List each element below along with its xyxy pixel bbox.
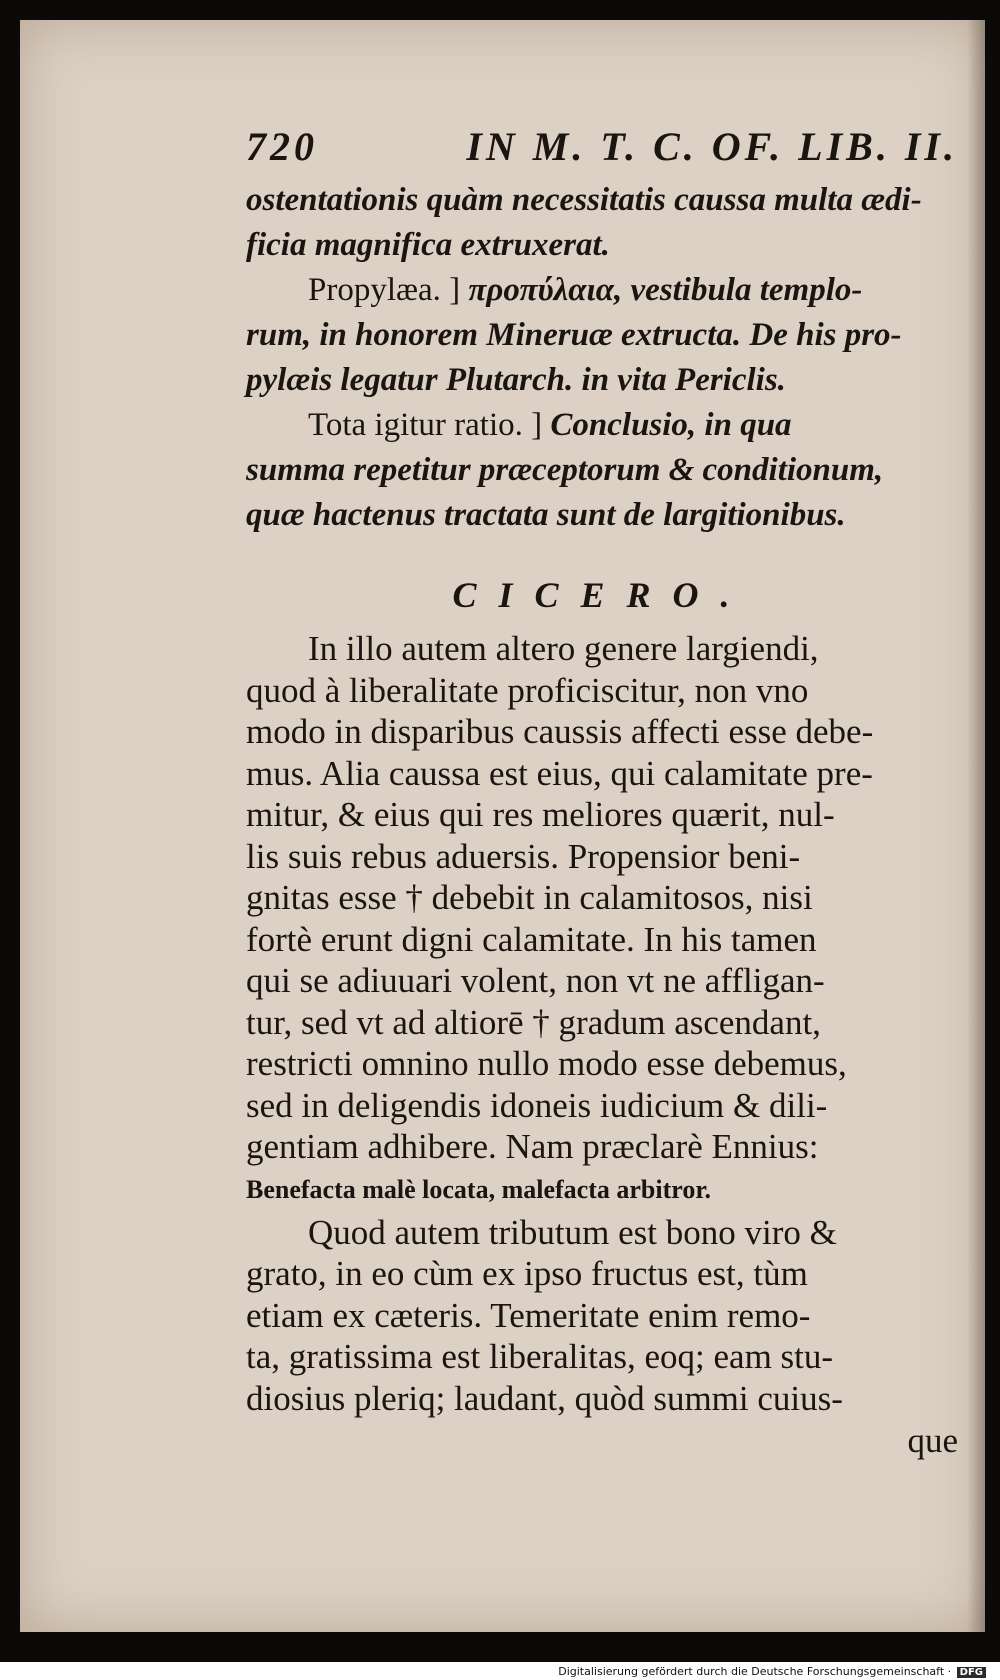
text-line: restricti omnino nullo modo esse debemus, (246, 1044, 847, 1083)
commentary-block (246, 178, 958, 538)
text-line: etiam ex cæteris. Temeritate enim remo- (246, 1295, 811, 1335)
text-line: quod à liberalitate proficiscitur, non vno (246, 670, 809, 710)
page-number: 720 (246, 123, 318, 169)
book-page (20, 20, 985, 1632)
commentary-line: summa repetitur præceptorum & conditionum, (246, 452, 884, 488)
text-line: mus. Alia caussa est eius, qui calamitate pre- (246, 753, 873, 793)
text-line: grato, in eo cùm ex ipso fructus est, tùm (246, 1254, 808, 1293)
lemma-propylaea: Propylæa. ] (308, 272, 461, 308)
text-line: qui se adiuuari volent, non vt ne affligan- (246, 961, 825, 1000)
page-text-block (246, 116, 958, 1461)
commentary-line: ficia magnifica extruxerat. (246, 227, 610, 263)
commentary-entry-propylaea (246, 268, 958, 313)
digitization-credit (558, 1665, 986, 1678)
lemma-tota: Tota igitur ratio. ] (308, 407, 543, 443)
commentary-line: ostentationis quàm necessitatis caussa multa ædi- (246, 182, 922, 218)
catchword: que (907, 1421, 958, 1460)
commentary-line: rum, in honorem Mineruæ extructa. De his pro- (246, 317, 902, 353)
running-header (246, 116, 958, 176)
gloss-tota: Conclusio, in qua (550, 407, 792, 443)
verse-quotation: Benefacta malè locata, malefacta arbitror. (246, 1174, 711, 1204)
credit-text: Digitalisierung gefördert durch die Deutsche Forschungsgemeinschaft · (558, 1665, 952, 1678)
main-text-block (246, 628, 958, 1461)
text-line: lis suis rebus aduersis. Propensior beni- (246, 836, 801, 876)
commentary-line: pylæis legatur Plutarch. in vita Periclis. (246, 362, 786, 398)
text-line: Quod autem tributum est bono viro & (308, 1212, 837, 1252)
text-line: diosius pleriq; laudant, quòd summi cuius- (246, 1378, 843, 1418)
gloss-propylaea: προπύλαια, vestibula templo- (468, 272, 863, 308)
text-line: sed in deligendis idoneis iudicium & dili- (246, 1085, 828, 1125)
page-edge-shadow (967, 20, 985, 1632)
dfg-logo: DFG (957, 1667, 986, 1678)
text-line: ta, gratissima est liberalitas, eoq; eam stu- (246, 1337, 834, 1376)
commentary-entry-tota (246, 403, 958, 448)
running-title: IN M. T. C. OF. LIB. II. (466, 123, 958, 169)
text-line: modo in disparibus caussis affecti esse debe- (246, 712, 874, 751)
commentary-line: quæ hactenus tractata sunt de largitionibus. (246, 497, 846, 533)
text-line: In illo autem altero genere largiendi, (308, 629, 819, 668)
section-heading: CICERO. (452, 575, 752, 615)
text-line: gentiam adhibere. Nam præclarè Ennius: (246, 1127, 819, 1166)
text-line: gnitas esse † debebit in calamitosos, nisi (246, 878, 813, 917)
text-line: fortè erunt digni calamitate. In his tamen (246, 919, 817, 959)
text-line: tur, sed vt ad altiorē † gradum ascendant, (246, 1002, 821, 1042)
text-line: mitur, & eius qui res meliores quærit, nul- (246, 795, 835, 834)
